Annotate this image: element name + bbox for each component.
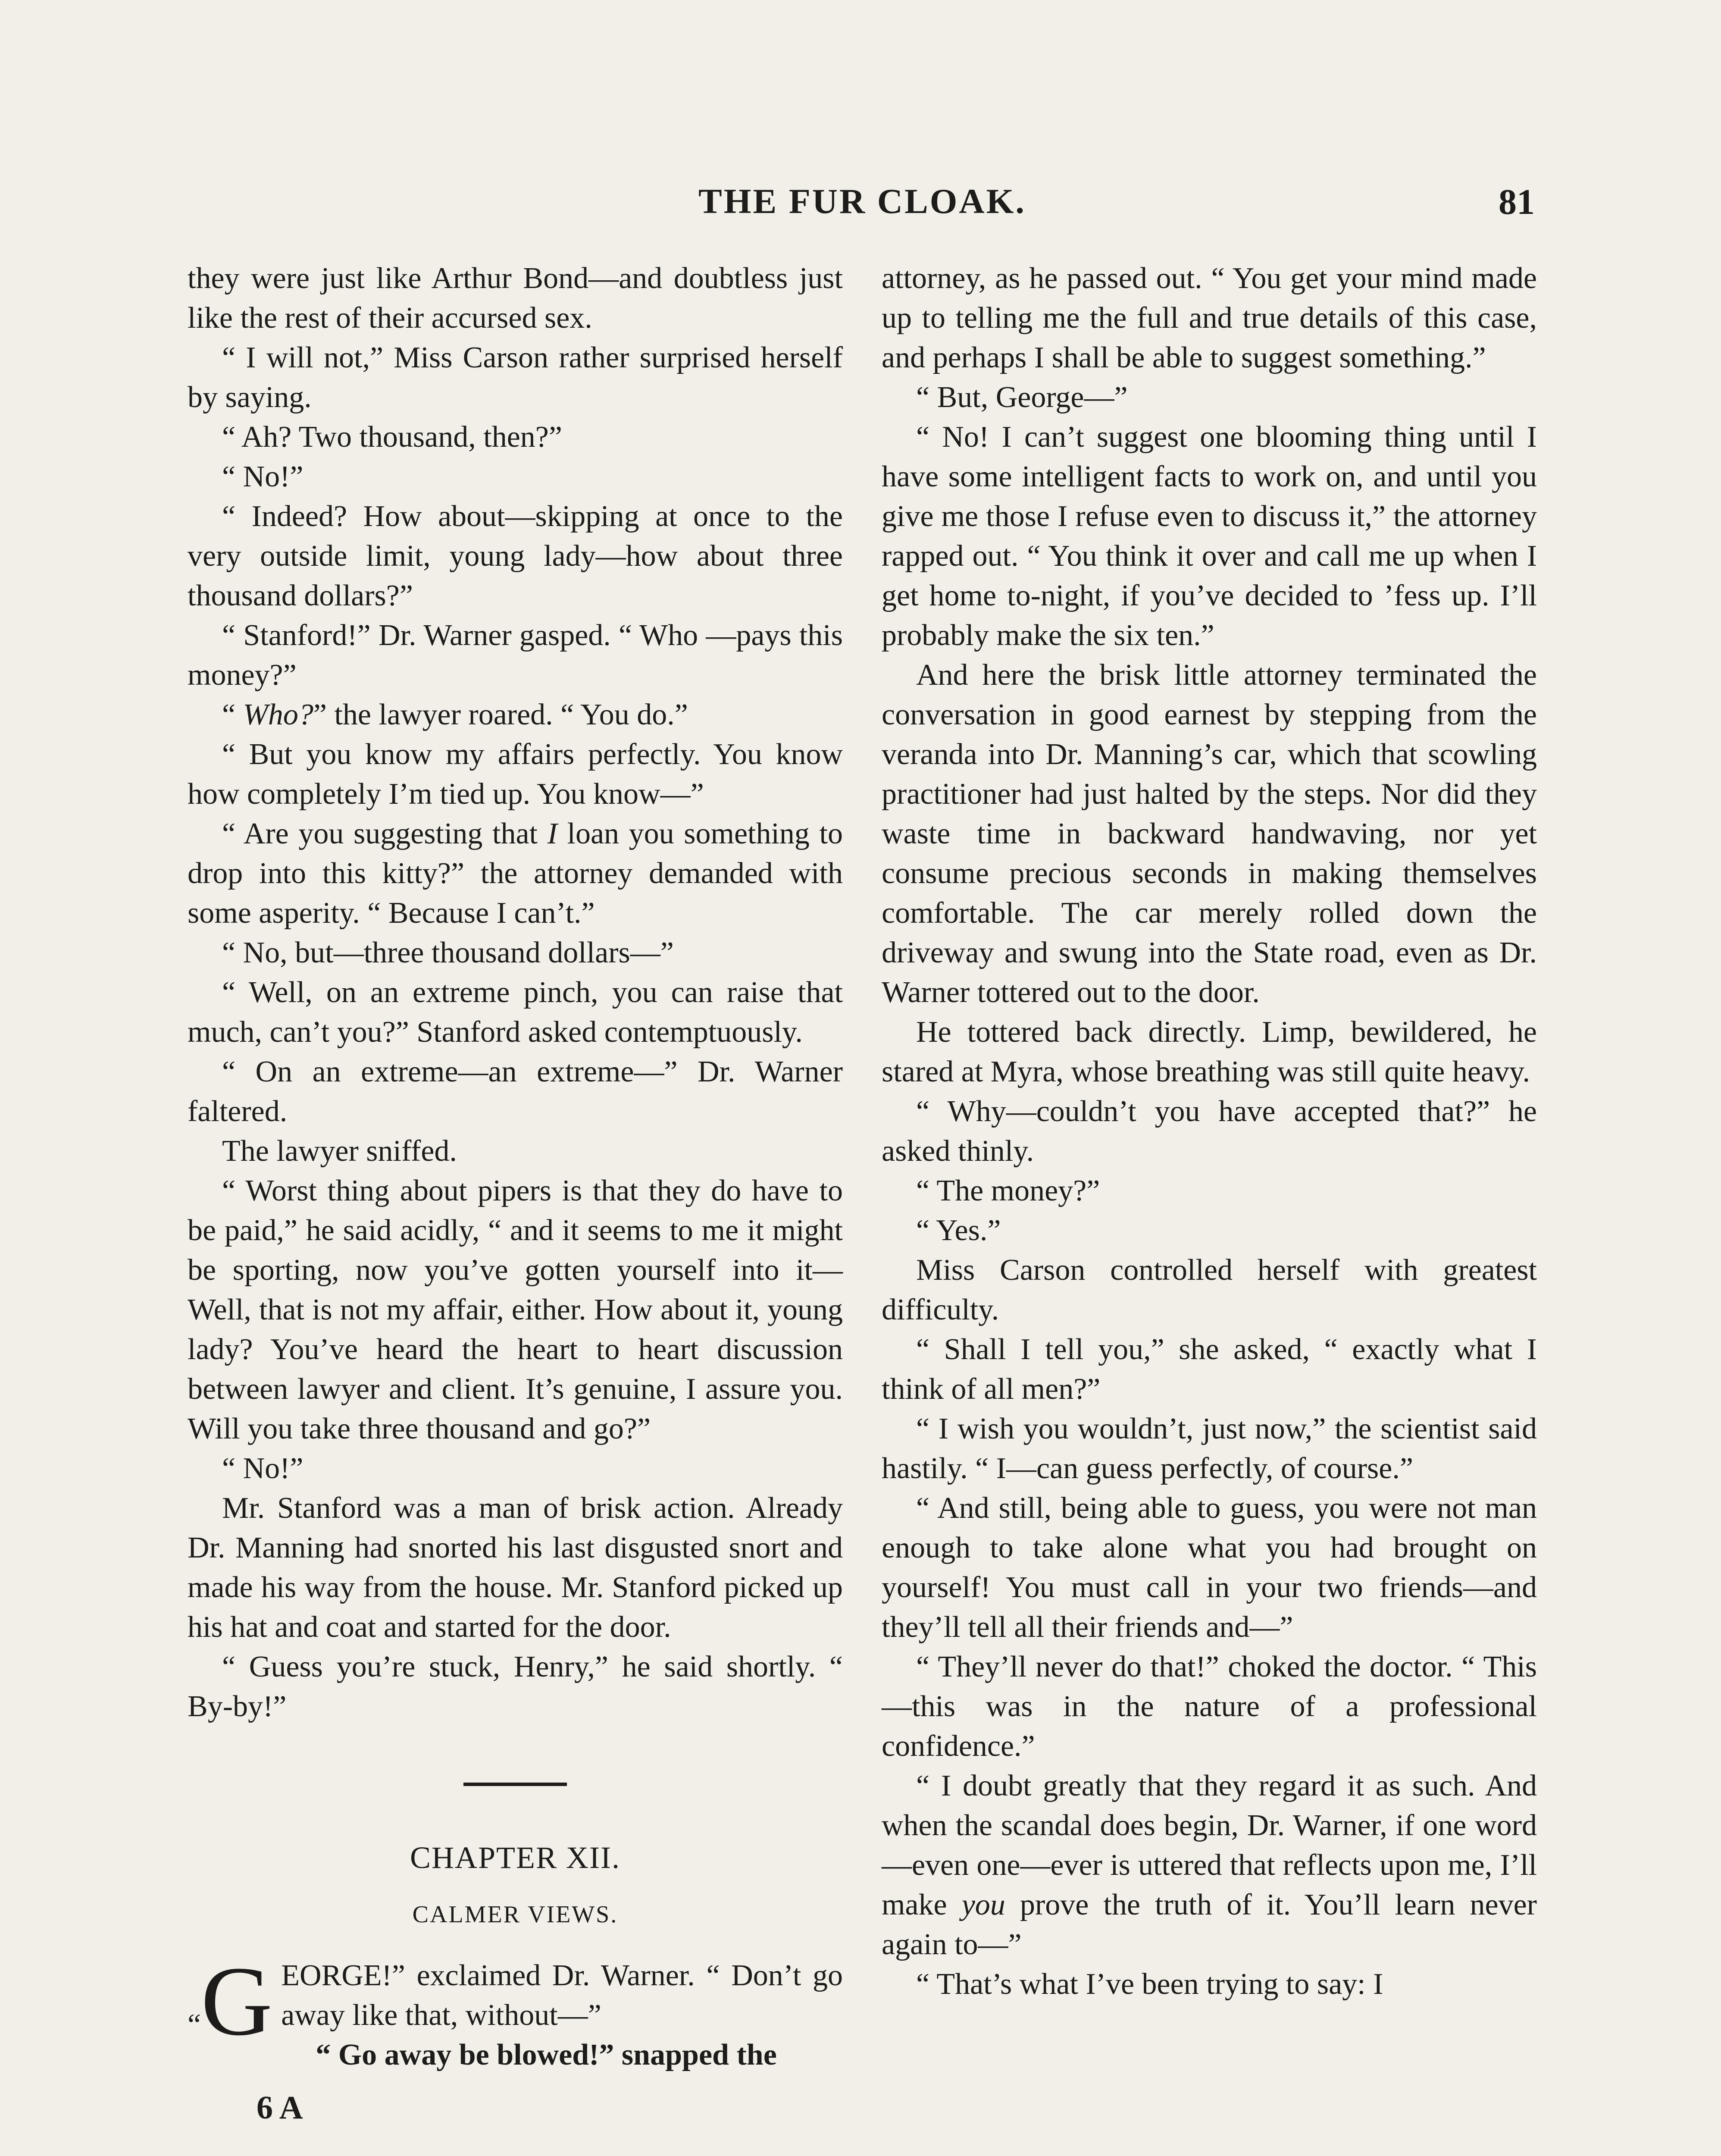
paragraph: The lawyer sniffed. <box>222 1134 457 1168</box>
paragraph: “ Why—couldn’t you have accepted that?” he asked thinly. <box>882 1095 1537 1168</box>
paragraph: “ Yes.” <box>916 1214 1001 1247</box>
paragraph: “ But you know my affairs perfectly. You know how completely I’m tied up. You know—” <box>188 738 843 811</box>
italic-text: I <box>547 817 557 850</box>
paragraph: “ Shall I tell you,” she asked, “ exactly what I think of all men?” <box>882 1333 1537 1406</box>
paragraph: they were just like Arthur Bond—and doubtless just like the rest of their accursed sex. <box>188 262 843 335</box>
signature-mark: 6 A <box>257 2090 303 2126</box>
paragraph: “ They’ll never do that!” choked the doctor. “ This—this was in the nature of a professional confidence.” <box>882 1650 1537 1763</box>
paragraph: “ No!” <box>222 1452 304 1485</box>
paragraph: “ Worst thing about pipers is that they do have to be paid,” he said acidly, “ and it seems to me it might be sporting, now you’ve gotten yourself into it— Well, that is not my affair, either. How about it, young lady? You’ve heard the heart to heart discussion between lawyer and client. It’s genuine, I assure you. Will you take three thousand and go?” <box>188 1174 843 1445</box>
drop-cap-quote: “ <box>188 2008 201 2041</box>
left-column <box>188 259 843 2128</box>
paragraph: “ Guess you’re stuck, Henry,” he said shortly. “ By-by!” <box>188 1650 843 1723</box>
paragraph: attorney, as he passed out. “ You get your mind made up to telling me the full and true details of this case, and perhaps I shall be able to suggest something.” <box>882 262 1537 374</box>
drop-cap-letter: G <box>201 1946 273 2056</box>
paragraph <box>188 814 843 933</box>
paragraph: “ I will not,” Miss Carson rather surprised herself by saying. <box>188 341 843 414</box>
paragraph: “ No!” <box>222 460 304 493</box>
paragraph: “ And still, being able to guess, you were not man enough to take alone what you had brought on yourself! You must call in your two friends—and they’ll tell all their friends and—” <box>882 1492 1537 1644</box>
paragraph: “ I wish you wouldn’t, just now,” the scientist said hastily. “ I—can guess perfectly, of course.” <box>882 1412 1537 1485</box>
italic-text: Who? <box>243 698 313 731</box>
paragraph: “ Go away be blowed!” snapped the <box>316 2038 777 2071</box>
text-run: “ <box>222 698 243 731</box>
paragraph: “ No! I can’t suggest one blooming thing until I have some intelligent facts to work on, and until you give me those I refuse even to discuss it,” the attorney rapped out. “ You think it over and call me up when I get home to-night, if you’ve decided to ’fess up. I’ll probably make the six ten.” <box>882 420 1537 652</box>
paragraph: “ Stanford!” Dr. Warner gasped. “ Who —pays this money?” <box>188 619 843 692</box>
right-column <box>882 259 1537 2004</box>
italic-text: you <box>961 1888 1005 1921</box>
paragraph: “ On an extreme—an extreme—” Dr. Warner faltered. <box>188 1055 843 1128</box>
text-run: prove the truth of it. You’ll learn never again to—” <box>882 1888 1537 1961</box>
paragraph <box>188 695 843 735</box>
chapter-subtitle: CALMER VIEWS. <box>412 1901 618 1928</box>
running-title: THE FUR CLOAK. <box>698 182 1026 221</box>
text-run: loan you something to drop into this kitty?” the attorney demanded with some asperity. “ Because I can’t.” <box>188 817 843 930</box>
paragraph: “ No, but—three thousand dollars—” <box>222 936 674 969</box>
paragraph: Miss Carson controlled herself with greatest difficulty. <box>882 1253 1537 1326</box>
paragraph: “ That’s what I’ve been trying to say: I <box>916 1968 1383 2001</box>
paragraph: And here the brisk little attorney terminated the conversation in good earnest by stepping from the veranda into Dr. Manning’s car, which that scowling practitioner had just halted by the steps. Nor did they waste time in backward handwaving, nor yet consume precious seconds in making themselves comfortable. The car merely rolled down the driveway and swung into the State road, even as Dr. Warner tottered out to the door. <box>882 658 1537 1009</box>
text-run: EORGE!” exclaimed Dr. Warner. “ Don’t go away like that, without—” <box>281 1959 843 2032</box>
section-divider <box>463 1783 567 1786</box>
paragraph: “ But, George—” <box>916 381 1128 414</box>
text-run: ” the lawyer roared. “ You do.” <box>313 698 688 731</box>
drop-cap <box>188 1946 273 2066</box>
text-run: “ I doubt greatly that they regard it as such. And when the scandal does begin, Dr. Warner, if one word—even one—ever is uttered that reflects upon me, I’ll make <box>882 1769 1537 1921</box>
text-run: “ Are you suggesting that <box>222 817 548 850</box>
page-number: 81 <box>1499 182 1535 222</box>
paragraph: “ Ah? Two thousand, then?” <box>222 420 562 454</box>
paragraph <box>882 1766 1537 1965</box>
paragraph: “ Indeed? How about—skipping at once to the very outside limit, young lady—how about three thousand dollars?” <box>188 500 843 612</box>
chapter-title: CHAPTER XII. <box>410 1840 620 1875</box>
paragraph: “ The money?” <box>916 1174 1100 1207</box>
paragraph: He tottered back directly. Limp, bewildered, he stared at Myra, whose breathing was still quite heavy. <box>882 1015 1537 1088</box>
paragraph: “ Well, on an extreme pinch, you can raise that much, can’t you?” Stanford asked contemptuously. <box>188 976 843 1049</box>
page-header <box>190 181 1535 229</box>
paragraph: Mr. Stanford was a man of brisk action. Already Dr. Manning had snorted his last disgusted snort and made his way from the house. Mr. Stanford picked up his hat and coat and started for the door. <box>188 1492 843 1644</box>
